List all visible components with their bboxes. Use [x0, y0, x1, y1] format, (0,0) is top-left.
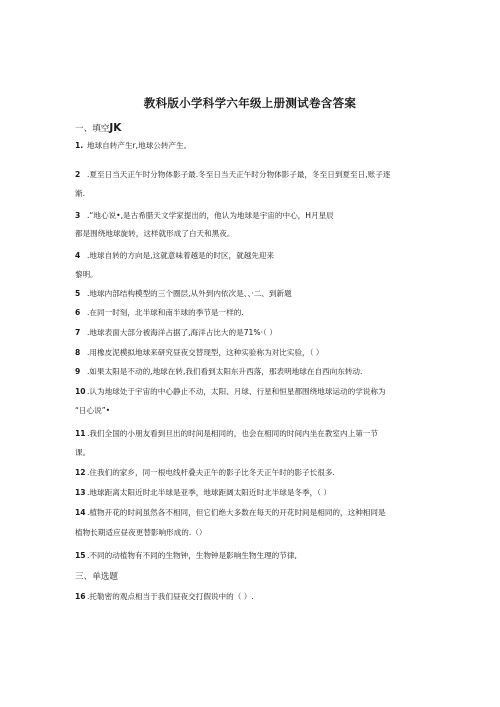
question-text: 地球自转产生r,地球公转产生。	[87, 141, 192, 150]
question-2	[75, 170, 435, 180]
section-fill-in-blank	[75, 123, 435, 134]
question-text: .地球距离太阳近时北半球是亚季，地球距阔太阳近时北半球是冬季，（ ）	[87, 488, 332, 497]
section-label: 三、单选题	[75, 572, 118, 582]
question-text: 植物长期适应昼夜更替影响形成的.（）	[75, 528, 207, 537]
question-number: 14	[75, 508, 86, 517]
section-suffix: JK	[109, 122, 122, 134]
question-1	[75, 141, 435, 151]
question-number: 9	[75, 367, 81, 376]
question-number: 11	[75, 429, 86, 438]
question-text: .植物开花的时间虽然各不相同，但它们绝大多数在每天的开花时间是相同的，这种相同是	[87, 508, 386, 517]
question-text: .不同的动植物有不同的生物钟，生物钟是影响生物生理的节律,	[87, 551, 297, 560]
document-title: 教科版小学科学六年级上册测试卷含答案	[143, 96, 357, 110]
question-number: 2	[75, 170, 81, 179]
question-14-continued	[75, 528, 435, 538]
section-single-choice	[75, 572, 435, 582]
question-3-continued	[75, 229, 435, 239]
question-3	[75, 211, 435, 221]
question-2-continued	[75, 189, 435, 199]
question-text: “日心说”•	[75, 406, 111, 415]
question-10-continued	[75, 406, 435, 416]
question-text: 黎明。	[75, 270, 98, 279]
question-number: 5	[75, 289, 81, 298]
question-11-continued	[75, 448, 435, 458]
question-text: .认为地球处于宇宙的中心静止不动，太阳、月球、行星和恒星都围绕地球运动的学说称为	[87, 387, 386, 396]
question-number: 4	[75, 251, 81, 260]
question-15	[75, 551, 435, 561]
question-text: .在同一时刻，北半球和南半球的季节是一样的.	[87, 308, 244, 317]
question-number: 12	[75, 468, 86, 477]
question-number: 1.	[75, 141, 84, 150]
question-text: .地球内部结构模型的三个圈层,从外到内依次是、、·二、到新题	[87, 289, 292, 298]
question-6	[75, 308, 435, 318]
question-4	[75, 251, 435, 261]
question-text: .用橡皮泥模拟地球来研究昼夜交替现型，这种实验称为对比实验，（ ）	[87, 348, 324, 357]
question-number: 15	[75, 551, 86, 560]
section-label: 一、填空	[75, 124, 110, 134]
question-text: .如果太阳是不动的,地球在转,我们看到太阳东升西落，那表明地球在自西向东转动.	[87, 367, 363, 376]
question-4-continued	[75, 270, 435, 280]
question-text: 课。	[75, 448, 91, 457]
question-9	[75, 367, 435, 377]
question-text: .夏至日当天正午时分物体影子最.冬至日当天正午时分物体影子最，冬至日到夏至日,账子逐	[87, 170, 391, 179]
question-number: 13	[75, 488, 86, 497]
question-16	[75, 592, 435, 602]
question-11	[75, 429, 435, 439]
question-12	[75, 468, 435, 478]
question-number: 16	[75, 592, 86, 601]
question-text: 都是围绕地球旋转，这样就形成了白天和黑夜。	[75, 229, 235, 238]
question-number: 10	[75, 387, 86, 396]
question-text: .地球表面大部分被海洋占据了,海洋占比大的是71%·（ ）	[87, 328, 277, 337]
question-10	[75, 387, 435, 397]
question-8	[75, 348, 435, 358]
question-5	[75, 289, 435, 299]
question-text: .地球自转的方向是,这就意味着越是的时区，就越先迎来	[87, 251, 275, 260]
question-number: 7	[75, 328, 81, 337]
question-7	[75, 328, 435, 338]
question-text: .我们全国的小朋友看到旦出的时间是相同的，也会在相同的时间内坐在教室内上第一节	[87, 429, 378, 438]
question-14	[75, 508, 435, 518]
question-text: 渐.	[75, 189, 86, 198]
question-number: 8	[75, 348, 81, 357]
question-13	[75, 488, 435, 498]
question-text: .托勒密的观点相当于我们昼夜交打假说中的（ ）.	[87, 592, 254, 601]
question-number: 3	[75, 211, 81, 220]
question-text: .“地心说•,是古希腊天文学家提出的，他认为地球是宇宙的中心，H月星辰	[87, 211, 334, 220]
question-number: 6	[75, 308, 81, 317]
question-text: .住我们的家乡，同一根电线杆叠夫正午的影子比冬天正午时的影子长很多.	[87, 468, 335, 477]
